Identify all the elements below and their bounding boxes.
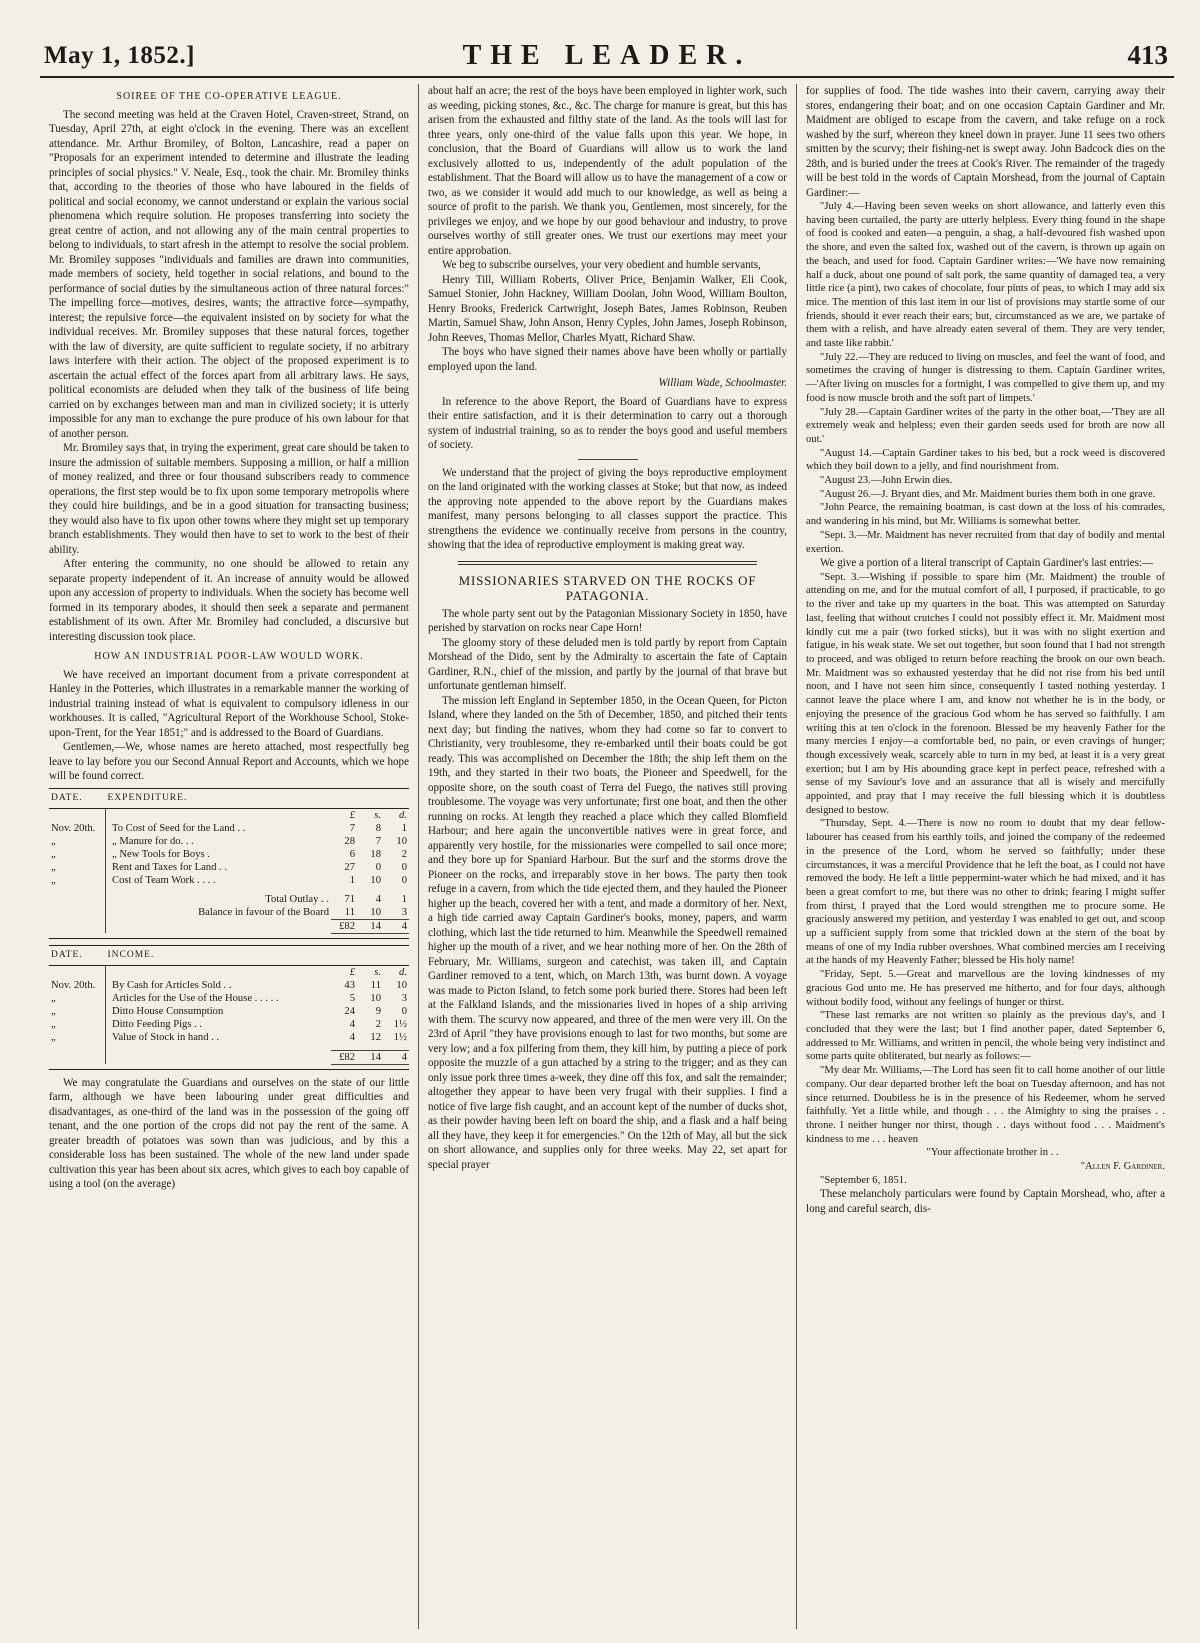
journal-entry: "July 22.—They are reduced to living on muscles, and feel the want of food, and sometimes the craving of hunger is distressing to them. Captain Gardiner writes,—'After living on muscles for a fortnight, I was compelled to give them up, and my food is now muscle broth and the soft part of limpets.' xyxy=(806,351,1165,404)
journal-entry: "Sept. 3.—Wishing if possible to spare him (Mr. Maidment) the trouble of attending on me, and for the mutual comfort of all, I purposed, if practicable, to go to the river and take up my quarters in the boat. This was attempted on Saturday last, feeling that without crutches I could not possibly effect it. Mr. Maidment most kindly cut me a pair (two forked sticks), but it was with no slight exertion and fatigue, in his weak state. We set out together, but soon found that I had not strength to proceed, and was obliged to return before reaching the brook on our own beach. Mr. Maidment was so exhausted yesterday that he did not rise from his bed until noon, and I have not seen him since, consequently I tasted nothing yesterday. I cannot leave the place where I am, and know not whether he is in the body, or enjoying the presence of the gracious God whom he has served so faithfully. I am writing this at ten o'clock in the forenoon. Blessed be my heavenly Father for the many mercies I enjoy—a comfortable bed, no pain, or even cravings of hunger; though excessively weak, scarcely able to turn in my bed, at least it is a very great exertion; but I am by His abounding grace kept in perfect peace, refreshed with a sense of my Saviour's love and an assurance that all is wisely and mercifully appointed, and pray that I may receive the full blessing which it is doubtless designed to bestow. xyxy=(806,571,1165,816)
table-row: £82 14 4 xyxy=(49,1050,409,1064)
patagonia-continued: for supplies of food. The tide washes into their cavern, carrying away their stores, endangering their boat; and on one occasion Captain Gardiner and Mr. Maidment are obliged to escape from the cavern, and take refuge on a rock washed by the surf, whereon they kneel down in prayer. June 11 sees two others smitten by the scurvy; their fishing-net is swept away. John Badcock dies on the 28th, and is buried under the trees at Cook's River. The remainder of the tragedy will be best told in the words of Captain Morshead, from the journal of Captain Gardiner:— xyxy=(806,85,1165,199)
soiree-heading: SOIREE OF THE CO-OPERATIVE LEAGUE. xyxy=(116,91,342,102)
poorlaw-paragraph-2: Gentlemen,—We, whose names are hereto attached, most respectfully beg leave to lay before you our Second Annual Report and Accounts, which we hope will be found correct. xyxy=(49,741,409,782)
unit-pence: d. xyxy=(399,966,407,978)
schoolmaster-signature: William Wade, Schoolmaster. xyxy=(658,377,787,389)
column-2 xyxy=(418,84,796,1629)
unit-pounds: £ xyxy=(349,809,355,821)
poorlaw-paragraph-3: We may congratulate the Guardians and ourselves on the state of our little farm, although we have been labouring under great difficulties and disadvantages, as one-third of the land was in the possession of the going off tenant, and the one portion of the crops did not pay the rent of the same. A greater breadth of potatoes was sown than was judicious, and by this a considerable loss has been sustained. The whole of the new land under spade cultivation this year has been about six acres, which gives to each boy capable of using a tool (on the average) xyxy=(49,1076,409,1190)
soiree-paragraph-3: After entering the community, no one should be allowed to retain any separate property independent of it. An increase of annuity would be allowed upon any accession of property to individuals. When the society has become well formed in its temporary abodes, it should then seek a separate and permanent establishment of its own. After Mr. Bromiley had concluded, a discursive but interesting discussion took place. xyxy=(49,558,409,643)
journal-entry: "Thursday, Sept. 4.—There is now no room to doubt that my dear fellow-labourer has ceased from his earthly toils, and joined the company of the redeemed in the presence of the Lord, whom he served so faithfully; under these circumstances, it was a merciful Providence that he left the boat, as I could not have removed the body. He left a little peppermint-water which he had mixed, and it has been a great comfort to me, but there was no other to drink; fearing I might suffer from thirst, I prayed that the Lord would strengthen me to procure some. He graciously answered my petition, and yesterday I was enabled to get out, and scoop up a sufficient supply from some that trickled down at the stern of the boat by means of one of my India rubber overshoes. What combined mercies am I receiving at the hands of my Heavenly Father; blessed be His holy name! xyxy=(806,818,1165,967)
guardians-note: In reference to the above Report, the Board of Guardians have to express their entire satisfaction, and it is their determination to carry out a thorough system of industrial training, so as to render the boys good and useful members of society. xyxy=(428,395,787,451)
table-row: „ Cost of Team Work . . . . 1 10 0 xyxy=(51,874,407,886)
report-paragraph-1: about half an acre; the rest of the boys have been employed in lighter work, such as weeding, picking stones, &c., &c. The charge for manure is great, but this has arisen from the exhausted and filthy state of the land. As the tools will last for three years, only one-third of the value falls upon this year. We hope, in conclusion, that the Board of Guardians will allow us to work the land exclusively allotted to us, independently of the adult population of the establishment. That the Board will allow us to have the management of a cow or two, as we consider it would add much to our knowledge, as well as being a source of profit to the parish. We thank you, Gentlemen, most sincerely, for the privileges we enjoy, and we hope by our good behaviour and industry, to prove ourselves worthy of still greater ones. We trust our exertions may meet your entire approbation. xyxy=(428,85,787,257)
income-account xyxy=(49,945,409,1070)
journal-entry: "July 4.—Having been seven weeks on short allowance, and latterly even this having been curtailed, the party are utterly helpless. Every thing found in the shape of food is cooked and eaten—a penguin, a shag, a half-devoured fish washed upon the shore, and even the salted fox, washed out of the cavern, is thrown up again on the beach, and used for food. Captain Gardiner writes:—'We have now remaining half a duck, about one pound of salt pork, the same quantity of damaged tea, a very little rice (a pint), two cakes of chocolate, four pints of peas, to which I may add six mice. The mention of this last item in our list of provisions may startle some of our friends, should it ever reach their ears; but, circumstanced as we are, we partake of them with a relish, and have already eaten several of them. They are very tender, and taste like rabbit.' xyxy=(806,201,1165,350)
poorlaw-paragraph-1: We have received an important document from a private correspondent at Hanley in the Potteries, which illustrates in a remarkable manner the working of industrial training instead of what is equivalent to compulsory idleness in our workhouses. It is called, "Agricultural Report of the Workhouse School, Stoke-upon-Trent, for the Year 1851;" and is addressed to the Board of Guardians. xyxy=(49,668,409,739)
letter-date: "September 6, 1851. xyxy=(820,1174,907,1186)
column-1 xyxy=(40,84,418,1629)
editorial-paragraph: We understand that the project of giving the boys reproductive employment on the land originated with the working classes at Stoke; but that now, as indeed the approving note appended to the above report by the Guardians makes manifest, many persons belonging to all classes support the practice. This strengthens the evidence we continually receive from persons in the country, showing that the idea of reproductive employment is making great way. xyxy=(428,466,787,551)
letter-signature: "Allen F. Gardiner. xyxy=(1080,1161,1165,1173)
journal-entry: "August 14.—Captain Gardiner takes to his bed, but a rock weed is discovered which they boil down to a jelly, and find nourishment from. xyxy=(806,447,1165,473)
expenditure-title-header: EXPENDITURE. xyxy=(106,788,410,808)
income-table xyxy=(49,945,409,1065)
journal-entry: "John Pearce, the remaining boatman, is cast down at the loss of his comrades, and wandering in his mind, but Mr. Williams is somewhat better. xyxy=(806,502,1165,528)
page-number: 413 xyxy=(1127,40,1168,70)
expenditure-table xyxy=(49,788,409,934)
unit-shillings: s. xyxy=(374,966,381,978)
patagonia-paragraph-3: The mission left England in September 1850, in the Ocean Queen, for Picton Island, where they landed on the 5th of December, 1850, and pitched their tents next day; but finding the natives, whom they had come so far to convert to Christianity, very troublesome, they re-embarked until their boats could be got ready. This was accomplished on December the 18th; the ship left them on the 19th, and they started in their two boats, the Pioneer and Speedwell, for the opposite shore, on the south coast of Terra del Fuego, the natives still proving troublesome. The voyage was very unfortunate; first one boat, and then the other running on rocks. At length they reached a place which they called Blomfield Harbour; and here again the unconvertible natives were in great force, and apparently very hostile, for the missionaries were compelled to sail once more; and they bore up for Spaniard Harbour. But the surf and the storms drove the Pioneer on the rocks, and irreparably stove in her bows. The party then took refuge in a cavern, from which the tide ejected them, and they hauled the Pioneer higher up the beach, covered her with a tent, and made a dormitory of her. Next, a high tide carried away Captain Gardiner's books, money, papers, and warm clothing, which last the tide returned to him. Meanwhile the Speedwell remained higher up the mouth of a river, and we hear nothing more of her. On the 28th of February, Mr. Williams, surgeon and catechist, was taken ill, and Captain Gardiner removed to a tent, which, on March 13th, was burnt down. A voyage was made to Picton Island, to fetch some pork buried there. Stores had been left at the Falkland Islands, and the missionaries lived in hopes of a ship arriving with them. The scurvy now appeared, and three of the men were very ill. On the 23rd of April "they have provisions enough to last for two months, but some are very low; and a fox pilfering from them, they kill him, by putting a piece of pork opposite the muzzle of a gun attached by a string to the trigger; and as they can only issue pork three times a-week, they dine off this fox, and salt the remainder; altogether they appear to have been very frugal with their supplies. I find a notice of five large fish caught, and an account kept of the number of ducks shot, as their powder having been left on board the ship, and a flask and a half being all they have, they keep it for emergencies." On the 12th of May, all but the sick on short allowance, and supplies only for three weeks. May 22, set apart for special prayer xyxy=(428,694,787,1171)
divider xyxy=(578,459,638,460)
soiree-paragraph-1: The second meeting was held at the Craven Hotel, Craven-street, Strand, on Tuesday, April 27th, at eight o'clock in the evening. There was an excellent attendance. Mr. Arthur Bromiley, of Bolton, Lancashire, read a paper on "Proposals for an experiment intended to determine and illustrate the leading principles of social physics." V. Neale, Esq., took the chair. Mr. Bromiley thinks that, according to the theories of those who have laboured in the fields of political and social economy, we cannot understand or explain the various social phenomena which require solution. He proposes transferring into society the great centre of action, and not allowing any of the main central properties to belong to individuals, to start afresh in the attempt to resolve the social problem. Mr. Bromiley supposes "individuals and families are drawn into communities, made members of society, held together in social relations, and bound to the performance of social duties by the simultaneous action of three natural forces:" The impelling force—motives, desires, wants; the attractive force—sympathy, interest; the repulsive force—the equivalent insisted on by society for what the individual receives. Mr. Bromiley supposes that these natural forces, together with the law of diversity, are quite sufficient to regulate society, if no arbitrary laws interfere with their action. The object of the proposed experiment is to ascertain the actual effect of the forces apart from all arbitrary laws. He says, political economists are deluded when they talk of the business of life being carried on by exchanges between man and man in civilized society; it is utterly impossible for any man to exchange the pure produce of his own labour for that of another person. xyxy=(49,108,409,440)
table-row: „ „ Manure for do. . . 28 7 10 xyxy=(51,835,407,847)
table-row: „ Value of Stock in hand . . 4 12 1½ xyxy=(51,1031,407,1043)
unit-pence: d. xyxy=(399,809,407,821)
signatories-list: Henry Till, William Roberts, Oliver Price, Benjamin Walker, Eli Cook, Samuel Stonier, John Hackney, William Doolan, John Wood, William Boulton, Henry Brooks, Frederick Cartwright, Joseph Bates, James Robinson, Reuben Martin, Samuel Shaw, John Anson, Henry Cyples, John James, Joseph Robinson, John Reeves, Thomas Mellor, Charles Myatt, Richard Shaw. xyxy=(428,273,787,344)
table-row: £82 14 4 xyxy=(49,919,409,933)
journal-entry: "August 23.—John Erwin dies. xyxy=(820,475,953,487)
table-row: Nov. 20th. By Cash for Articles Sold . . 43 11 10 xyxy=(51,979,407,991)
table-row: Total Outlay . . 71 4 1 xyxy=(49,893,409,906)
expenditure-date-header: DATE. xyxy=(49,788,106,808)
journal-entry: "These last remarks are not written so plainly as the previous day's, and I concluded that they were the last; but I find another paper, dated September 6, addressed to Mr. Williams, and written in pencil, the whole being very indistinct and some parts quite obliterated, but nearly as follows:— xyxy=(806,1010,1165,1063)
unit-shillings: s. xyxy=(374,809,381,821)
newspaper-title: THE LEADER. xyxy=(462,40,752,71)
section-divider xyxy=(458,561,757,565)
poorlaw-heading: HOW AN INDUSTRIAL POOR-LAW WOULD WORK. xyxy=(94,651,364,662)
patagonia-paragraph-2: The gloomy story of these deluded men is told partly by report from Captain Morshead of the Dido, sent by the Admiralty to ascertain the fate of Captain Gardiner, R.N., chief of the mission, and partly by the journal of that brave but unfortunate gentleman himself. xyxy=(428,636,787,692)
columns xyxy=(40,84,1174,1629)
issue-date: May 1, 1852.] xyxy=(44,42,195,69)
journal-entry: "Friday, Sept. 5.—Great and marvellous are the loving kindnesses of my gracious God unto me. He has preserved me hitherto, and for four days, although without bodily food, without any feelings of hunger or thirst. xyxy=(806,969,1165,1008)
table-row: „ Ditto Feeding Pigs . . 4 2 1½ xyxy=(51,1018,407,1030)
transcript-intro: We give a portion of a literal transcript of Captain Gardiner's last entries:— xyxy=(820,557,1154,570)
masthead xyxy=(40,36,1174,78)
patagonia-paragraph-1: The whole party sent out by the Patagonian Missionary Society in 1850, have perished by starvation on rocks near Cape Horn! xyxy=(428,607,787,634)
table-row: „ Ditto House Consumption 24 9 0 xyxy=(51,1005,407,1017)
letter-closing: "Your affectionate brother in . . xyxy=(926,1147,1059,1159)
report-paragraph-3: The boys who have signed their names above have been wholly or partially employed upon the land. xyxy=(428,346,787,373)
journal-entry: "July 28.—Captain Gardiner writes of the party in the other boat,—'They are all extremely weak and helpless; even their garden seeds used for broth are now all out.' xyxy=(806,406,1165,445)
table-row: „ „ New Tools for Boys . 6 18 2 xyxy=(51,848,407,860)
unit-pounds: £ xyxy=(349,966,355,978)
letter-text: "My dear Mr. Williams,—The Lord has seen fit to call home another of our little company. Our dear departed brother left the boat on Tuesday afternoon, and has not since returned. Doubtless he is in the presence of his Redeemer, whom he served faithfully. Yet a little while, and though . . . the Almighty to sing the praises . . throne. I neither hunger nor thirst, though . . days without food . . . Maidment's kindness to me . . . heaven xyxy=(806,1065,1165,1145)
income-date-header: DATE. xyxy=(49,945,106,965)
report-paragraph-2: We beg to subscribe ourselves, your very obedient and humble servants, xyxy=(442,259,761,271)
table-row: Balance in favour of the Board 11 10 3 xyxy=(49,906,409,920)
expenditure-account xyxy=(49,788,409,939)
column-3 xyxy=(796,84,1174,1629)
table-row: „ Articles for the Use of the House . . . . . 5 10 3 xyxy=(51,992,407,1004)
patagonia-heading: MISSIONARIES STARVED ON THE ROCKS OF PATAGONIA. xyxy=(458,572,757,603)
table-row: „ Rent and Taxes for Land . . 27 0 0 xyxy=(51,861,407,873)
closing-paragraph: These melancholy particulars were found by Captain Morshead, who, after a long and careful search, dis- xyxy=(806,1188,1165,1215)
table-row: Nov. 20th. To Cost of Seed for the Land . . 7 8 1 xyxy=(51,822,407,834)
soiree-paragraph-2: Mr. Bromiley says that, in trying the experiment, great care should be taken to insure the admission of suitable members. Supposing a million, or half a million of money realized, and three or four thousand subscribers ready to commence operations, the first step would be to fix upon some temporary metropolis where they could hire buildings, and be in a good situation for transacting business; they would also have to fix upon other towns where they might set up temporary branch establishments. They would then have to set to work to the best of their ability. xyxy=(49,442,409,556)
journal-entry: "August 26.—J. Bryant dies, and Mr. Maidment buries them both in one grave. xyxy=(820,488,1156,500)
journal-entry: "Sept. 3.—Mr. Maidment has never recruited from that day of bodily and mental exertion. xyxy=(806,529,1165,555)
income-title-header: INCOME. xyxy=(106,945,410,965)
